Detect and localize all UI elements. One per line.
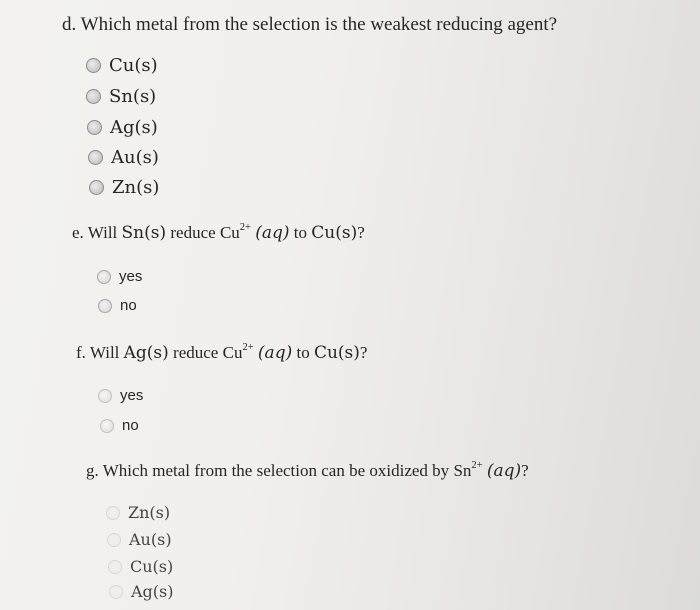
- radio-button[interactable]: [97, 270, 111, 284]
- question-f-end: ?: [359, 343, 368, 362]
- option-label: Au(s): [111, 147, 159, 168]
- option-e-no[interactable]: [98, 297, 137, 314]
- question-f-ion: Cu: [222, 343, 243, 362]
- question-e-subject: Sn(s): [121, 223, 167, 243]
- question-f-subject: Ag(s): [123, 343, 169, 363]
- option-d-zn[interactable]: [89, 177, 159, 198]
- option-label: yes: [120, 387, 144, 404]
- option-label: no: [122, 417, 139, 434]
- question-e-mid: reduce: [166, 223, 220, 242]
- option-d-au[interactable]: [88, 147, 159, 168]
- question-e-end: ?: [357, 223, 365, 242]
- radio-button[interactable]: [100, 419, 114, 433]
- question-d-text: d. Which metal from the selection is the weakest reducing agent?: [62, 14, 558, 35]
- option-label: Au(s): [129, 530, 172, 549]
- question-g-ion: Sn: [453, 461, 472, 480]
- question-f-to: to: [292, 343, 314, 362]
- question-g-text: [86, 461, 529, 481]
- option-e-yes[interactable]: [97, 268, 142, 285]
- question-e-text: [72, 223, 365, 243]
- radio-button[interactable]: [87, 120, 102, 135]
- radio-button[interactable]: [88, 150, 103, 165]
- question-g-charge: 2+: [471, 459, 483, 471]
- radio-button[interactable]: [107, 533, 121, 547]
- radio-button[interactable]: [106, 506, 120, 520]
- option-label: Cu(s): [109, 55, 158, 76]
- question-g-prefix: g. Which metal from the selection can be oxidized by: [86, 461, 454, 480]
- question-f-prefix: f. Will: [76, 343, 124, 362]
- radio-button[interactable]: [98, 389, 112, 403]
- option-d-sn[interactable]: [86, 86, 156, 107]
- option-g-zn[interactable]: [106, 503, 170, 522]
- option-label: no: [120, 297, 137, 314]
- question-g-end: ?: [521, 461, 529, 480]
- question-f-phase: (aq): [257, 343, 293, 363]
- option-label: Cu(s): [130, 557, 174, 576]
- radio-button[interactable]: [89, 180, 104, 195]
- option-label: Ag(s): [110, 117, 158, 138]
- question-e-to: to: [289, 223, 312, 242]
- option-f-no[interactable]: [100, 417, 139, 434]
- option-d-cu[interactable]: [86, 55, 158, 76]
- option-label: Zn(s): [128, 503, 171, 522]
- question-f-mid: reduce: [168, 343, 223, 362]
- option-label: Sn(s): [109, 86, 157, 107]
- option-g-cu[interactable]: [108, 557, 173, 576]
- radio-button[interactable]: [86, 58, 101, 73]
- question-e-product: Cu(s): [311, 223, 358, 243]
- option-g-ag[interactable]: [109, 582, 174, 601]
- question-e-phase: (aq): [255, 223, 290, 243]
- option-f-yes[interactable]: [98, 387, 143, 404]
- radio-button[interactable]: [109, 585, 123, 599]
- question-f-charge: 2+: [242, 341, 254, 353]
- question-g-phase: (aq): [486, 461, 522, 481]
- question-f-product: Cu(s): [313, 343, 360, 363]
- option-g-au[interactable]: [107, 530, 172, 549]
- question-e-ion: Cu: [219, 223, 240, 242]
- question-e-charge: 2+: [239, 221, 251, 233]
- option-label: Ag(s): [131, 582, 174, 601]
- option-d-ag[interactable]: [87, 117, 158, 138]
- radio-button[interactable]: [108, 560, 122, 574]
- radio-button[interactable]: [98, 299, 112, 313]
- radio-button[interactable]: [86, 89, 101, 104]
- question-f-text: [76, 343, 367, 363]
- question-e-prefix: e. Will: [72, 223, 122, 242]
- option-label: yes: [119, 268, 143, 285]
- option-label: Zn(s): [112, 177, 160, 198]
